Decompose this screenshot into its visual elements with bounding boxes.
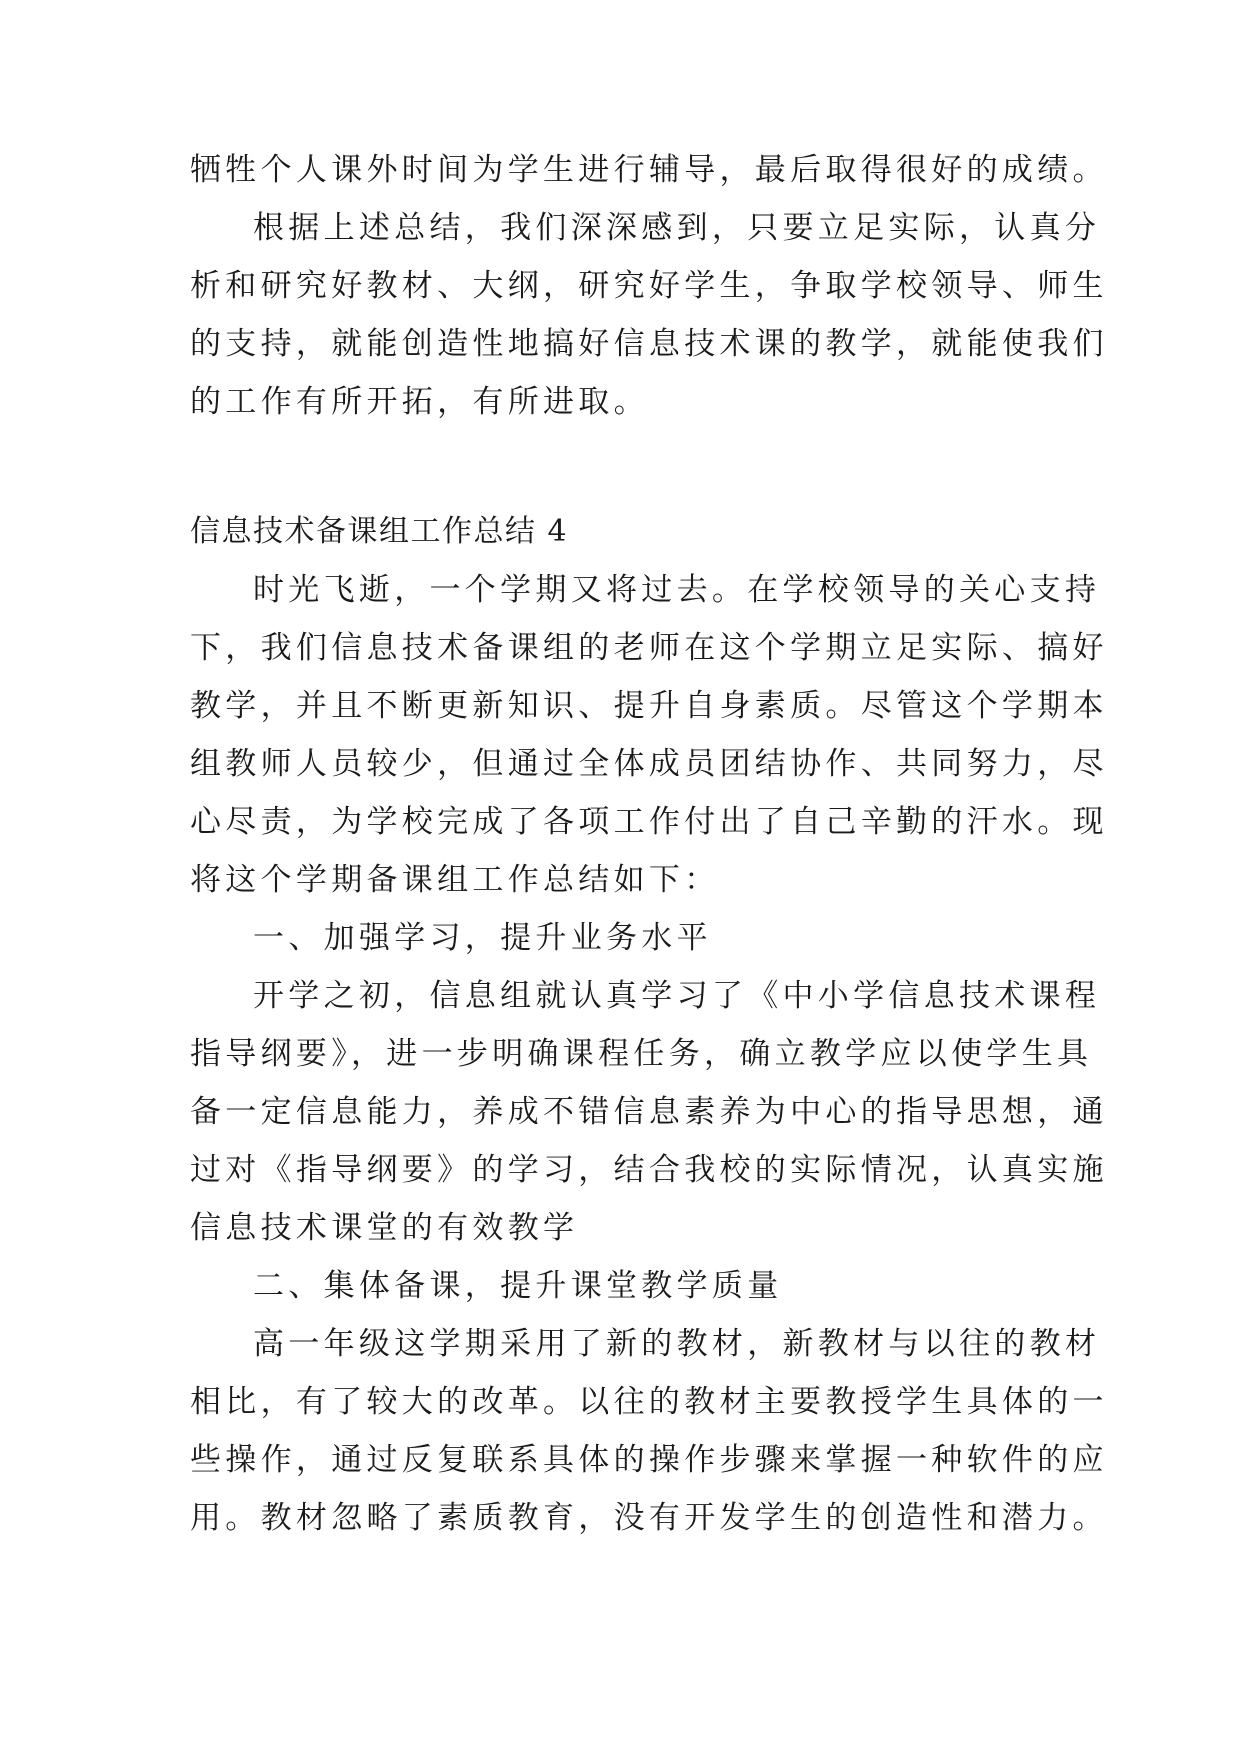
paragraph-line: 的工作有所开拓，有所进取。 <box>190 384 649 420</box>
paragraph-line: 备一定信息能力，养成不错信息素养为中心的指导思想，通 <box>190 1094 1108 1130</box>
paragraph-line: 指导纲要》，进一步明确课程任务，确立教学应以使学生具 <box>190 1036 1093 1072</box>
paragraph-line: 根据上述总结，我们深深感到，只要立足实际，认真分 <box>253 210 1101 246</box>
paragraph-line: 将这个学期备课组工作总结如下： <box>190 862 720 898</box>
subheading: 一、加强学习，提升业务水平 <box>253 920 712 956</box>
paragraph-line: 的支持，就能创造性地搞好信息技术课的教学，就能使我们 <box>190 326 1108 362</box>
paragraph-line: 些操作，通过反复联系具体的操作步骤来掌握一种软件的应 <box>190 1442 1108 1478</box>
paragraph-line: 用。教材忽略了素质教育，没有开发学生的创造性和潜力。 <box>190 1500 1108 1536</box>
paragraph-line: 时光飞逝，一个学期又将过去。在学校领导的关心支持 <box>253 572 1101 608</box>
subheading: 二、集体备课，提升课堂教学质量 <box>253 1268 783 1304</box>
section-title: 信息技术备课组工作总结 4 <box>190 514 569 549</box>
paragraph-line: 过对《指导纲要》的学习，结合我校的实际情况，认真实施 <box>190 1152 1108 1188</box>
paragraph-line: 信息技术课堂的有效教学 <box>190 1210 579 1246</box>
paragraph-line: 教学，并且不断更新知识、提升自身素质。尽管这个学期本 <box>190 688 1108 724</box>
paragraph-line: 开学之初，信息组就认真学习了《中小学信息技术课程 <box>253 978 1101 1014</box>
paragraph-line: 相比，有了较大的改革。以往的教材主要教授学生具体的一 <box>190 1384 1108 1420</box>
paragraph-line: 析和研究好教材、大纲，研究好学生，争取学校领导、师生 <box>190 268 1108 304</box>
paragraph-line: 高一年级这学期采用了新的教材，新教材与以往的教材 <box>253 1326 1101 1362</box>
paragraph-line: 牺牲个人课外时间为学生进行辅导，最后取得很好的成绩。 <box>190 152 1108 188</box>
paragraph-line: 下，我们信息技术备课组的老师在这个学期立足实际、搞好 <box>190 630 1108 666</box>
paragraph-line: 组教师人员较少，但通过全体成员团结协作、共同努力，尽 <box>190 746 1108 782</box>
paragraph-line: 心尽责，为学校完成了各项工作付出了自己辛勤的汗水。现 <box>190 804 1108 840</box>
